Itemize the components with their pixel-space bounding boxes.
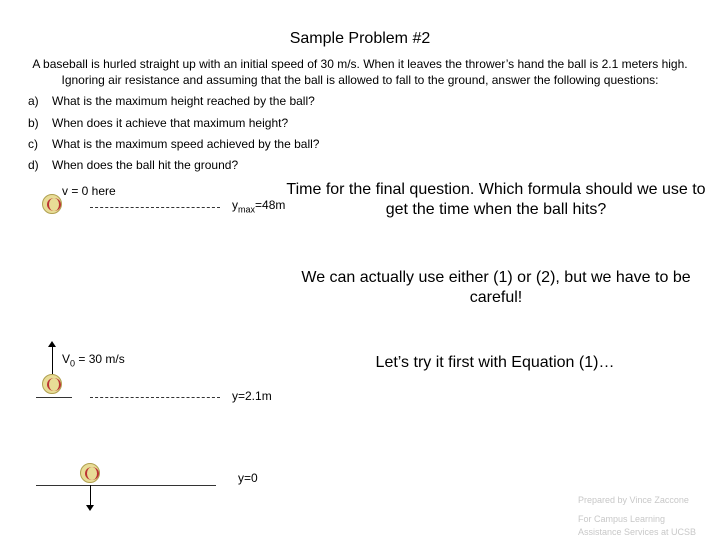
ymax-label: $y_{max}=48m$ <box>232 198 286 215</box>
final-question-text: Time for the final question. Which formula should we use to get the time when the ball hits? <box>286 181 706 218</box>
v-zero-label: v = 0 here <box>62 184 116 198</box>
credit-line-2: For Campus Learning <box>578 514 666 524</box>
problem-statement: A baseball is hurled straight up with an initial speed of 30 m/s. When it leaves the thrower’s hand the ball is 2.1 meters high. Ignoring air resistance and assuming that the ball is allowed to fall to the ground, answer the following questions: <box>32 57 688 87</box>
question-b-text: When does it achieve that maximum height? <box>52 116 289 130</box>
max-height-line <box>90 207 220 208</box>
page-title: Sample Problem #2 <box>289 30 431 47</box>
credit-line-3: Assistance Services at UCSB <box>578 527 697 537</box>
release-height-label: y=2.1m <box>232 389 272 403</box>
falling-arrow <box>90 485 91 507</box>
credit-author: Prepared by Vince Zaccone <box>578 495 689 505</box>
baseball-top-icon <box>42 194 62 214</box>
try-equation-text: Let’s try it first with Equation (1)… <box>375 354 615 371</box>
velocity-arrow <box>52 346 53 374</box>
baseball-release-icon <box>42 374 62 394</box>
either-equation-text: We can actually use either (1) or (2), but we have to be careful! <box>301 269 691 306</box>
question-c-letter: c) <box>28 137 38 151</box>
question-d-text: When does the ball hit the ground? <box>52 158 239 172</box>
velocity-arrow-head-icon <box>48 341 56 347</box>
question-a-letter: a) <box>28 94 39 108</box>
falling-arrow-head-icon <box>86 505 94 511</box>
question-a-text: What is the maximum height reached by the ball? <box>52 94 315 108</box>
v0-label: $V_0 = 30$ m/s <box>62 352 125 369</box>
release-height-line <box>90 397 220 398</box>
ground-line <box>36 485 216 486</box>
question-b-letter: b) <box>28 116 39 130</box>
question-c-text: What is the maximum speed achieved by the ball? <box>52 137 320 151</box>
ground-label: y=0 <box>238 471 258 485</box>
hand-line <box>36 397 72 398</box>
question-d-letter: d) <box>28 158 39 172</box>
baseball-ground-icon <box>80 463 100 483</box>
